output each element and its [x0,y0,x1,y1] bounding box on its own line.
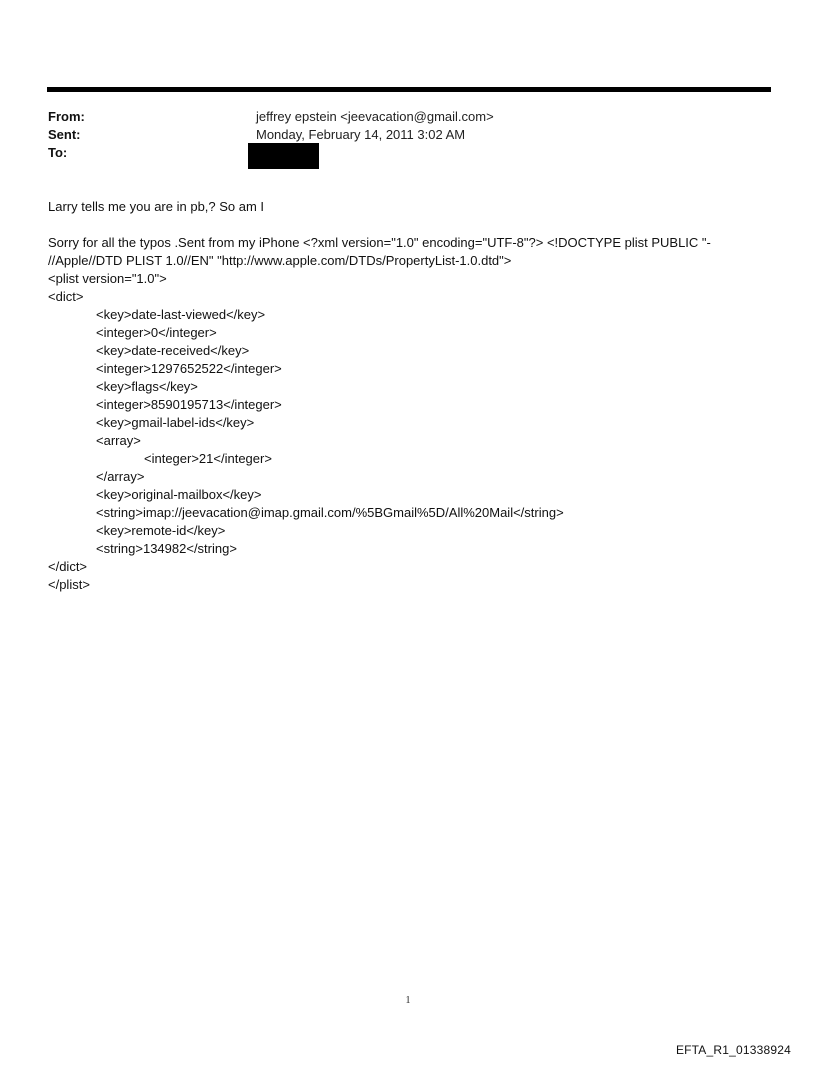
sent-label: Sent: [48,127,81,142]
blank-line [48,216,768,234]
plist-line: <string>134982</string> [96,541,237,556]
body-line: Larry tells me you are in pb,? So am I [48,199,265,214]
from-value: jeffrey epstein <jeevacation@gmail.com> [256,109,494,124]
plist-line: <plist version="1.0"> [48,271,167,286]
redaction-box [248,143,319,169]
email-header [48,108,748,162]
plist-line: <key>original-mailbox</key> [96,487,262,502]
plist-line: <integer>21</integer> [144,451,272,466]
plist-line: </dict> [48,559,88,574]
sent-value: Monday, February 14, 2011 3:02 AM [256,127,466,142]
plist-line: <integer>0</integer> [96,325,217,340]
plist-line: <key>remote-id</key> [96,523,226,538]
plist-line: <key>gmail-label-ids</key> [96,415,255,430]
bates-number: EFTA_R1_01338924 [675,1043,791,1057]
body-line: //Apple//DTD PLIST 1.0//EN" "http://www.apple.com/DTDs/PropertyList-1.0.dtd"> [48,253,512,268]
plist-line: <key>date-last-viewed</key> [96,307,266,322]
email-body [48,198,768,594]
sent-row [48,126,748,144]
to-label: To: [48,145,68,160]
to-row [48,144,748,162]
plist-line: </plist> [48,577,90,592]
plist-line: <key>date-received</key> [96,343,250,358]
plist-line: <integer>8590195713</integer> [96,397,282,412]
body-line: Sorry for all the typos .Sent from my iPhone <?xml version="1.0" encoding="UTF-8"?> <!DOCTYPE plist PUBLIC "- [48,235,711,250]
plist-line: <integer>1297652522</integer> [96,361,282,376]
page-number: 1 [405,995,411,1006]
plist-line: </array> [96,469,145,484]
plist-line: <dict> [48,289,84,304]
plist-line: <key>flags</key> [96,379,198,394]
from-row [48,108,748,126]
plist-line: <string>imap://jeevacation@imap.gmail.com/%5BGmail%5D/All%20Mail</string> [96,505,564,520]
from-label: From: [48,109,85,124]
header-divider [47,87,771,92]
plist-line: <array> [96,433,141,448]
